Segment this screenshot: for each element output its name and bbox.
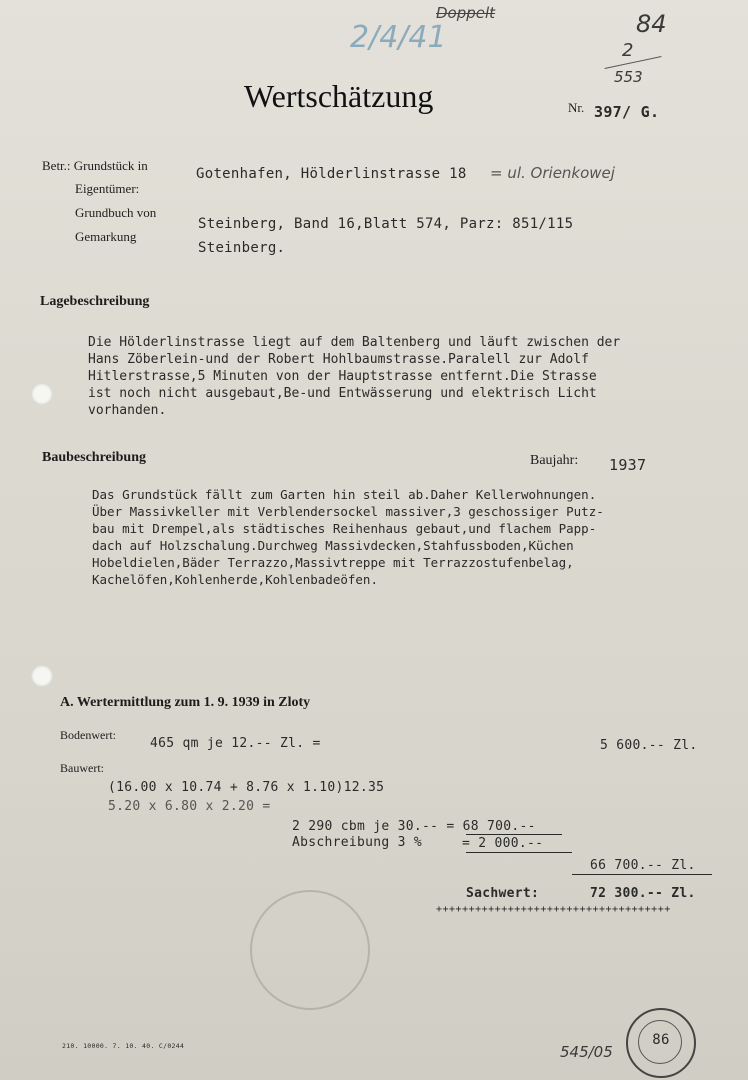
faded-seal [250,890,370,1010]
lage-line: Hans Zöberlein-und der Robert Hohlbaumstrasse.Paralell zur Adolf [88,352,589,367]
bau-line: Das Grundstück fällt zum Garten hin steil ab.Daher Kellerwohnungen. [92,487,597,502]
calc-underline [466,852,572,853]
bauwert-calc-3: 2 290 cbm je 30.-- = 68 700.-- [292,819,536,834]
label-grundbuch: Grundbuch von [75,205,157,220]
subtotal-value: 66 700.-- Zl. [590,858,696,873]
bau-line: bau mit Drempel,als städtisches Reihenhaus gebaut,und flachem Papp- [92,521,597,536]
abschreibung-label: Abschreibung 3 % [292,835,423,850]
abschreibung-value: = 2 000.-- [462,836,544,851]
bauwert-calc-2: 5.20 x 6.80 x 2.20 = [108,799,271,814]
sachwert-label: Sachwert: [466,886,540,901]
document-title: Wertschätzung [244,78,434,114]
baujahr-label: Baujahr: [530,453,579,468]
subtotal-underline [572,874,712,875]
bauwert-calc-1: (16.00 x 10.74 + 8.76 x 1.10)12.35 [108,780,385,795]
bau-line: Kachelöfen,Kohlenherde,Kohlenbadeöfen. [92,572,378,587]
gemarkung-entry: Steinberg. [198,240,286,256]
lage-heading: Lagebeschreibung [40,294,150,309]
handwritten-street-note: = ul. Orienkowej [490,164,615,182]
bodenwert-value: 5 600.-- Zl. [600,738,698,753]
bodenwert-calc: 465 qm je 12.-- Zl. = [150,736,321,751]
nr-value: 397/ G. [594,103,660,121]
lage-line: ist noch nicht ausgebaut,Be-und Entwässerung und elektrisch Licht [88,386,597,401]
corner-fraction-bottom: 553 [614,68,643,86]
corner-fraction-top: 2 [622,40,634,61]
property-location: Gotenhafen, Hölderlinstrasse 18 [196,166,467,182]
round-stamp [626,1008,696,1078]
lage-line: Hitlerstrasse,5 Minuten von der Hauptstrasse entfernt.Die Strasse [88,369,597,384]
label-gemarkung: Gemarkung [75,229,137,244]
bau-heading: Baubeschreibung [42,450,146,465]
plus-row: ++++++++++++++++++++++++++++++++++++ [436,904,671,915]
nr-label: Nr. [568,100,585,115]
bauwert-label: Bauwert: [60,761,104,775]
label-grundstueck: Betr.: Grundstück in [42,158,148,173]
grundbuch-entry: Steinberg, Band 16,Blatt 574, Parz: 851/115 [198,216,574,232]
punch-hole [31,383,53,405]
lage-line: Die Hölderlinstrasse liegt auf dem Baltenberg und läuft zwischen der [88,335,621,350]
lage-text [88,334,620,419]
corner-number: 84 [636,10,667,38]
baujahr-value: 1937 [609,456,647,474]
blue-pencil-note: 2/4/41 [350,20,447,55]
calc-underline [466,834,562,835]
punch-hole [31,665,53,687]
sachwert-value: 72 300.-- Zl. [590,886,696,901]
footer-handwritten-number: 545/05 [560,1043,613,1061]
bau-line: Über Massivkeller mit Verblendersockel massiver,3 geschossiger Putz- [92,504,604,519]
corner-stamp: Doppelt [436,4,496,22]
bodenwert-label: Bodenwert: [60,728,116,742]
lage-line: vorhanden. [88,403,167,418]
bau-line: Hobeldielen,Bäder Terrazzo,Massivtreppe mit Terrazzostufenbelag, [92,555,574,570]
valuation-heading: A. Wertermittlung zum 1. 9. 1939 in Zloty [60,695,311,710]
print-code: 210. 10000. 7. 10. 40. C/0244 [62,1042,185,1050]
bau-line: dach auf Holzschalung.Durchweg Massivdecken,Stahfussboden,Küchen [92,538,574,553]
bau-text [92,486,604,588]
round-stamp-number: 86 [652,1032,670,1048]
label-eigentuemer: Eigentümer: [75,181,140,196]
